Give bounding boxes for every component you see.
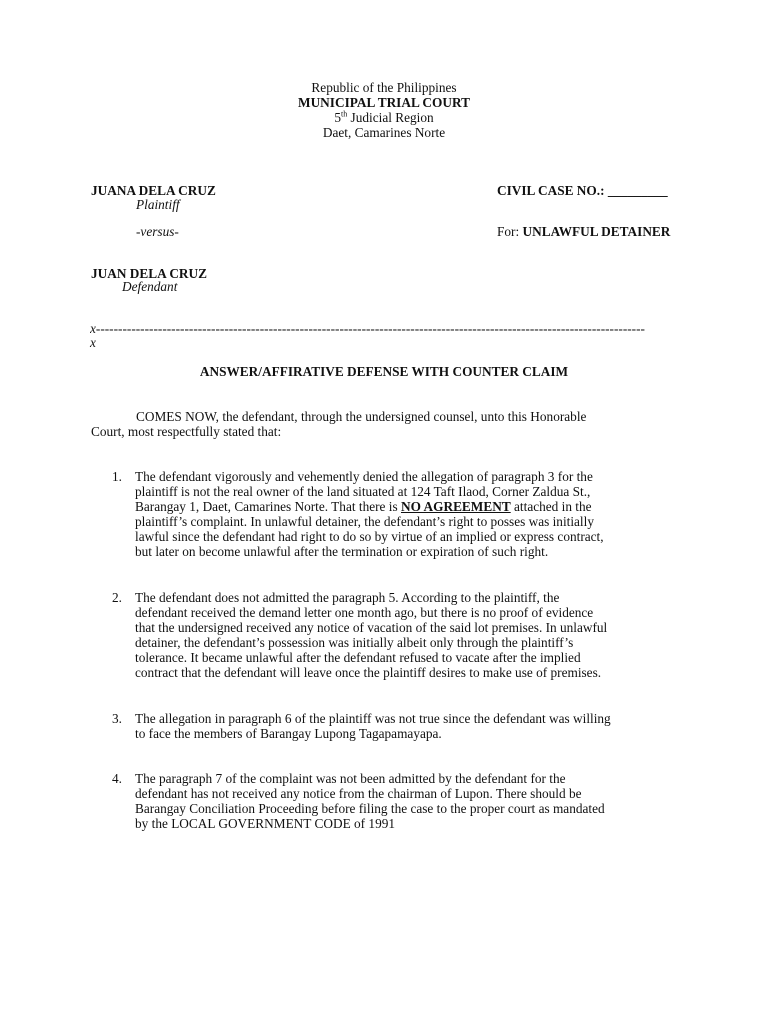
item-number: 3.: [112, 711, 122, 726]
court-heading: MUNICIPAL TRIAL COURT: [298, 95, 470, 110]
item-line: lawful since the defendant had right to do so by virtue of an implied or express contract,: [135, 529, 604, 544]
item-line: [135, 499, 680, 514]
item-line: The allegation in paragraph 6 of the plaintiff was not true since the defendant was willing: [135, 711, 611, 726]
item-line: but later on become unlawful after the termination or expiration of such right.: [135, 544, 549, 559]
item-number: 1.: [112, 469, 122, 484]
region-heading: [0, 110, 768, 125]
item-line-pre: Barangay 1, Daet, Camarines Norte. That there is: [135, 499, 401, 514]
item-line: defendant has not received any notice from the chairman of Lupon. There should be: [135, 786, 582, 801]
document-title: ANSWER/AFFIRATIVE DEFENSE WITH COUNTER CLAIM: [199, 364, 569, 379]
item-line: tolerance. It became unlawful after the defendant refused to vacate after the implied: [135, 650, 581, 665]
item-line: Barangay Conciliation Proceeding before filing the case to the proper court as mandated: [135, 801, 605, 816]
republic-heading: Republic of the Philippines: [311, 80, 457, 95]
intro-line-1: COMES NOW, the defendant, through the undersigned counsel, unto this Honorable: [136, 409, 587, 424]
item-text: [135, 771, 680, 831]
plaintiff-role: Plaintiff: [136, 197, 180, 212]
item-line: The defendant vigorously and vehemently denied the allegation of paragraph 3 for the: [135, 469, 593, 484]
separator-end: x: [90, 335, 96, 350]
no-agreement-emphasis: NO AGREEMENT: [400, 499, 511, 514]
item-text: [135, 711, 680, 741]
item-line: plaintiff is not the real owner of the land situated at 124 Taft Ilaod, Corner Zaldua St.,: [135, 484, 591, 499]
caption-separator: x----------------------------------------------------------------------------------------------------------------------------: [90, 321, 645, 336]
item-text: [135, 590, 680, 680]
item-line: The paragraph 7 of the complaint was not been admitted by the defendant for the: [135, 771, 566, 786]
item-line: to face the members of Barangay Lupong Tagapamayapa.: [135, 726, 442, 741]
item-number: 4.: [112, 771, 122, 786]
defendant-role: Defendant: [122, 279, 178, 294]
location-heading: Daet, Camarines Norte: [322, 125, 446, 140]
region-number: 5: [334, 110, 341, 125]
case-type: [497, 224, 670, 239]
item-number: 2.: [112, 590, 122, 605]
for-value: UNLAWFUL DETAINER: [522, 224, 671, 239]
intro-line-2: Court, most respectfully stated that:: [91, 424, 282, 439]
item-line: The defendant does not admitted the paragraph 5. According to the plaintiff, the: [135, 590, 560, 605]
region-suffix: th: [341, 109, 348, 119]
case-number-label: CIVIL CASE NO.: _________: [497, 183, 668, 198]
item-text: [135, 469, 680, 559]
plaintiff-name: JUANA DELA CRUZ: [91, 183, 216, 198]
defendant-name: JUAN DELA CRUZ: [91, 266, 207, 281]
item-line: plaintiff’s complaint. In unlawful detainer, the defendant’s right to posses was initially: [135, 514, 594, 529]
item-line: by the LOCAL GOVERNMENT CODE of 1991: [135, 816, 396, 831]
versus-label: -versus-: [136, 224, 179, 239]
item-line: defendant received the demand letter one month ago, but there is no proof of evidence: [135, 605, 594, 620]
item-line-post: attached in the: [510, 499, 592, 514]
item-line: that the undersigned received any notice of vacation of the said lot premises. In unlawful: [135, 620, 608, 635]
item-line: detainer, the defendant’s possession was initially albeit only through the plaintiff’s: [135, 635, 574, 650]
region-rest: Judicial Region: [347, 110, 434, 125]
item-line: contract that the defendant will leave once the plaintiff desires to make use of premises.: [135, 665, 602, 680]
for-label: For:: [497, 224, 523, 239]
